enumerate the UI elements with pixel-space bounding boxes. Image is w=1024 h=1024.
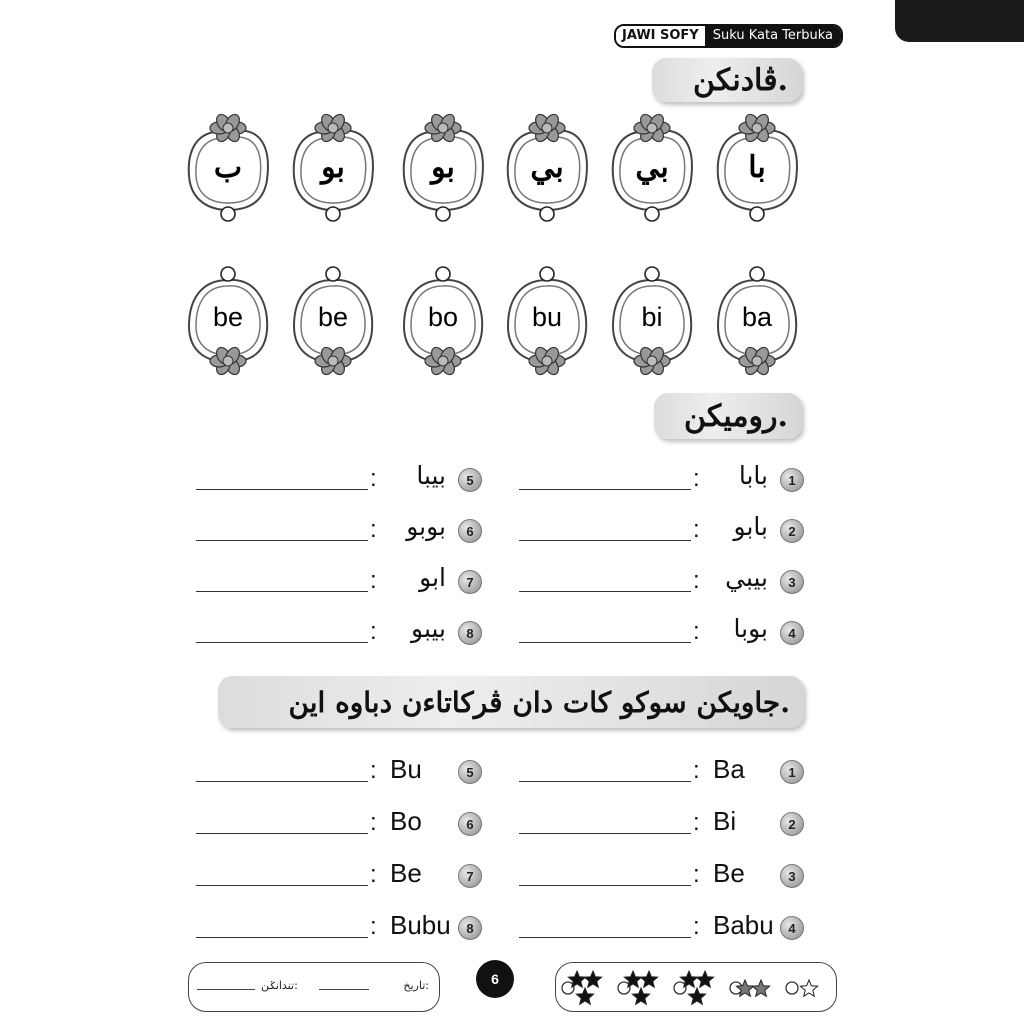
signature-line[interactable] <box>197 989 255 990</box>
item-word: بوبو <box>406 512 446 541</box>
item-word: Bubu <box>390 910 451 940</box>
rating-star-icon <box>640 971 657 987</box>
answer-line[interactable] <box>196 489 368 490</box>
item-number-badge: 6 <box>458 519 482 543</box>
signature-label: تندانݢن: <box>261 979 298 992</box>
rating-box <box>555 962 837 1012</box>
item-colon: : <box>693 516 700 543</box>
jawi-fruit-2 <box>607 110 697 222</box>
item-colon: : <box>370 465 377 492</box>
item-colon: : <box>693 861 700 888</box>
item-colon: : <box>370 618 377 645</box>
section3-title <box>218 676 804 728</box>
item-number-badge: 8 <box>458 916 482 940</box>
exercise-item-6 <box>0 803 1024 843</box>
item-number-badge: 2 <box>780 812 804 836</box>
jawi-syllable: بي <box>635 150 669 185</box>
jawi-syllable: بي <box>530 150 564 185</box>
item-number-badge: 7 <box>458 570 482 594</box>
jawi-fruit-6 <box>183 110 273 222</box>
jawi-fruit-4 <box>398 110 488 222</box>
item-colon: : <box>370 757 377 784</box>
item-colon: : <box>370 809 377 836</box>
rumi-syllable: ba <box>741 302 773 332</box>
rating-star-icon <box>584 971 601 987</box>
item-word: بوبا <box>733 614 768 643</box>
page-number: 6 <box>476 960 514 998</box>
rumi-syllable: bi <box>641 302 663 332</box>
jawi-syllable: با <box>748 150 766 185</box>
item-colon: : <box>693 809 700 836</box>
item-number-badge: 4 <box>780 621 804 645</box>
exercise-item-7 <box>0 855 1024 895</box>
jawi-fruit-1 <box>712 110 802 222</box>
rumi-fruit-1 <box>712 266 802 378</box>
item-number-badge: 2 <box>780 519 804 543</box>
rumi-syllable: bo <box>427 302 459 332</box>
rumi-fruit-6 <box>183 266 273 378</box>
rumi-fruit-3 <box>502 266 592 378</box>
jawi-fruit-3 <box>502 110 592 222</box>
exercise-item-6 <box>0 510 1024 550</box>
item-number-badge: 1 <box>780 468 804 492</box>
rumi-syllable: be <box>212 302 244 332</box>
rumi-fruit-2 <box>607 266 697 378</box>
exercise-item-8 <box>0 907 1024 947</box>
exercise-item-5 <box>0 459 1024 499</box>
item-colon: : <box>370 861 377 888</box>
rating-stars <box>556 963 838 1013</box>
item-number-badge: 7 <box>458 864 482 888</box>
rumi-syllable: bu <box>531 302 563 332</box>
jawi-fruit-5 <box>288 110 378 222</box>
item-number-badge: 8 <box>458 621 482 645</box>
item-number-badge: 5 <box>458 760 482 784</box>
answer-line[interactable] <box>196 833 368 834</box>
date-label: تاريخ: <box>403 979 429 992</box>
item-number-badge: 6 <box>458 812 482 836</box>
item-word: بابو <box>733 512 768 541</box>
rumi-fruit-5 <box>288 266 378 378</box>
item-word: Be <box>713 858 745 888</box>
item-word: بابا <box>738 461 768 490</box>
answer-line[interactable] <box>196 885 368 886</box>
item-word: بيبي <box>725 563 768 592</box>
rating-star-icon <box>688 988 705 1004</box>
section1-title-text: ڤادنكن. <box>692 62 788 98</box>
answer-line[interactable] <box>196 591 368 592</box>
exercise-item-8 <box>0 612 1024 652</box>
item-word: بيبو <box>411 614 446 643</box>
rating-star-icon <box>696 971 713 987</box>
item-colon: : <box>693 757 700 784</box>
section2-title-text: روميكن. <box>684 398 788 434</box>
jawi-syllable: بو <box>431 150 455 185</box>
item-word: Bu <box>390 754 422 784</box>
rumi-syllable: be <box>317 302 349 332</box>
answer-line[interactable] <box>196 642 368 643</box>
rumi-fruit-4 <box>398 266 488 378</box>
rating-star-icon <box>752 980 769 996</box>
rating-star-icon <box>800 980 817 996</box>
item-colon: : <box>693 465 700 492</box>
item-word: Bi <box>713 806 737 836</box>
item-colon: : <box>370 516 377 543</box>
brand-label <box>614 24 843 48</box>
item-number-badge: 3 <box>780 864 804 888</box>
answer-line[interactable] <box>196 937 368 938</box>
item-colon: : <box>370 567 377 594</box>
item-number-badge: 4 <box>780 916 804 940</box>
section2-title <box>654 393 802 439</box>
section3-title-text: جاويكن سوكو كات دان ڤركاتاءن دباوه اين. <box>288 685 790 719</box>
section1-title <box>652 58 802 102</box>
date-signature-box <box>188 962 440 1012</box>
date-line[interactable] <box>319 989 369 990</box>
item-colon: : <box>370 913 377 940</box>
answer-line[interactable] <box>196 781 368 782</box>
item-word: Bo <box>390 806 422 836</box>
rating-star-icon <box>632 988 649 1004</box>
item-colon: : <box>693 618 700 645</box>
corner-tab <box>895 0 1024 42</box>
item-colon: : <box>693 913 700 940</box>
brand-name: JAWI SOFY <box>616 26 705 46</box>
item-word: ابو <box>419 563 446 592</box>
brand-subtitle: Suku Kata Terbuka <box>705 26 841 46</box>
item-word: بيبا <box>416 461 446 490</box>
item-word: Babu <box>713 910 774 940</box>
jawi-syllable: بو <box>321 150 345 185</box>
rating-star-icon <box>576 988 593 1004</box>
answer-line[interactable] <box>196 540 368 541</box>
item-colon: : <box>693 567 700 594</box>
exercise-item-5 <box>0 751 1024 791</box>
item-word: Ba <box>713 754 745 784</box>
item-number-badge: 5 <box>458 468 482 492</box>
item-number-badge: 3 <box>780 570 804 594</box>
jawi-syllable: ب <box>213 150 243 185</box>
item-word: Be <box>390 858 422 888</box>
item-number-badge: 1 <box>780 760 804 784</box>
exercise-item-7 <box>0 561 1024 601</box>
rating-choice-circle[interactable] <box>786 982 798 994</box>
